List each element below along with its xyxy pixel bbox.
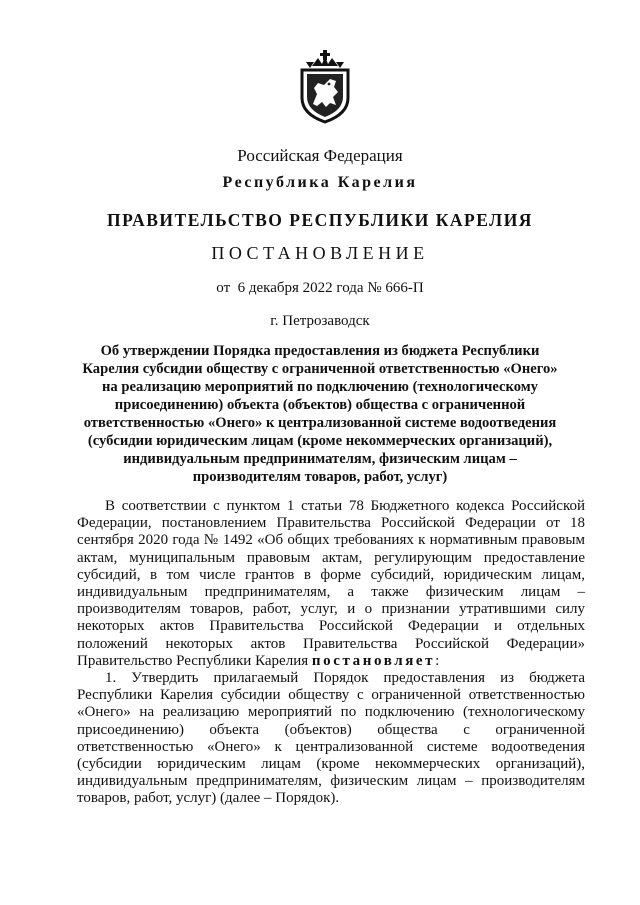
title-line: Об утверждении Порядка предоставления из бюджета Республики <box>100 343 540 359</box>
document-title <box>70 342 570 486</box>
document-type: ПОСТАНОВЛЕНИЕ <box>211 243 429 263</box>
title-line: присоединению) объекта (объектов) общества с ограниченной <box>114 397 526 413</box>
preamble-text: В соответствии с пунктом 1 статьи 78 Бюджетного кодекса Российской Федерации, постановлением Правительства Российской Федерации от 18 сентября 2020 года № 1492 «Об общих требованиях к нормативным правовым актам, муниципальным правовым актам, регулирующим предоставление субсидий, в том числе грантов в форме субсидий, юридическим лицам, индивидуальным предпринимателям, а также физическим лицам – производителям товаров, работ, услуг, и о признании утратившими силу некоторых актов Правительства Российской Федерации и отдельных положений некоторых актов Правительства Российской Федерации» Правительство Республики Карелия <box>77 498 585 669</box>
title-line: на реализацию мероприятий по подключению (технологическому <box>102 379 538 395</box>
title-line: ответственностью «Онего» к централизованной системе водоотведения <box>83 415 557 431</box>
title-line: индивидуальным предпринимателям, физическим лицам – <box>123 451 517 467</box>
document-body <box>77 498 585 808</box>
item-1-paragraph: 1. Утвердить прилагаемый Порядок предоставления из бюджета Республики Карелия субсидии обществу с ограниченной ответственностью «Онего» на реализацию мероприятий по подключению (технологическому присоединению) объекта (объектов) общества с ограниченной ответственностью «Онего» к централизованной системе водоотведения (субсидии юридическим лицам (кроме некоммерческих организаций), индивидуальным предпринимателям, физическим лицам – производителям товаров, работ, услуг) (далее – Порядок). <box>77 670 585 807</box>
republic-name: Республика Карелия <box>222 174 418 191</box>
karelia-coat-of-arms-icon <box>296 48 354 124</box>
government-title: ПРАВИТЕЛЬСТВО РЕСПУБЛИКИ КАРЕЛИЯ <box>107 210 533 230</box>
title-line: (субсидии юридическим лицам (кроме некоммерческих организаций), <box>87 433 553 449</box>
date-number: от 6 декабря 2022 года № 666-П <box>216 280 424 296</box>
preamble-paragraph <box>77 498 585 670</box>
city-name: г. Петрозаводск <box>270 313 370 329</box>
decree-word: постановляет <box>311 652 436 669</box>
decree-colon: : <box>435 652 440 669</box>
title-line: Карелия субсидии обществу с ограниченной ответственностью «Онего» <box>82 361 558 377</box>
title-line: производителям товаров, работ, услуг) <box>192 469 448 485</box>
country-name: Российская Федерация <box>237 146 403 165</box>
